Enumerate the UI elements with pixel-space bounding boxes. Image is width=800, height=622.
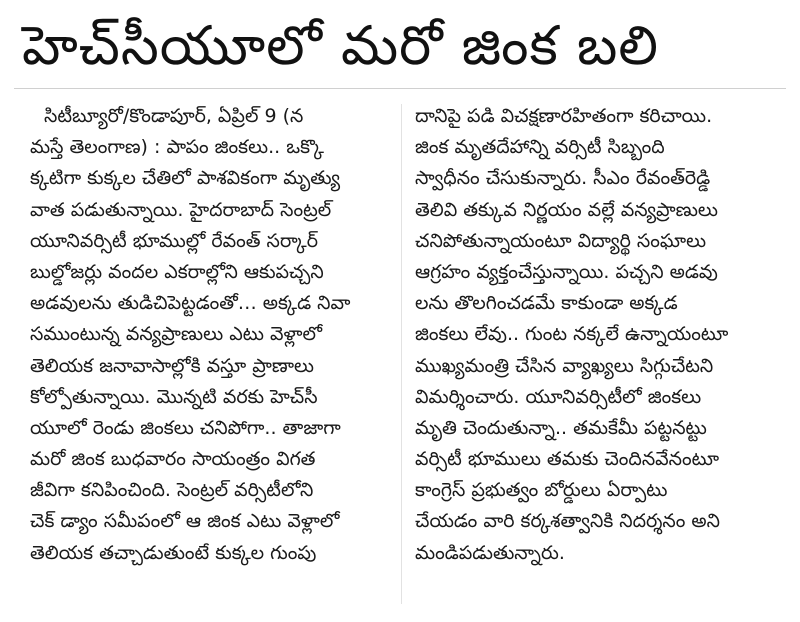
right-column-line: దానిపై పడి విచక్షణారహితంగా కరిచాయి.: [415, 105, 713, 127]
left-column-line: బుల్డోజర్లు వందల ఎకరాల్లోని ఆకుపచ్చని: [30, 260, 324, 283]
left-column-line: సముంటున్న వన్యప్రాణులు ఎటు వెళ్లాలో: [30, 323, 323, 346]
right-column-line: స్వాధీనం చేసుకున్నారు. సీఎం రేవంత్‌రెడ్డి: [415, 167, 711, 190]
left-column-line: మస్తే తెలంగాణ) : పాపం జింకలు.. ఒక్కొ: [30, 136, 324, 159]
right-column-line: మండిపడుతున్నారు.: [415, 541, 565, 564]
left-column-line: యూనివర్సిటీ భూముల్లో రేవంత్ సర్కార్: [30, 229, 318, 252]
right-column-line: చేయడం వారి కర్కశత్వానికి నిదర్శనం అని: [415, 510, 720, 533]
right-column-line: లను తొలగించడమే కాకుండా అక్కడ: [415, 292, 678, 315]
right-column-line: మృతి చెందుతున్నా.. తమకేమీ పట్టనట్టు: [415, 416, 707, 439]
left-column-line: క్కటిగా కుక్కల చేతిలో పాశవికంగా మృత్యు: [30, 167, 341, 190]
left-column-line: చెక్ డ్యాం సమీపంలో ఆ జింక ఎటు వెళ్లాలో: [30, 510, 340, 533]
left-column-line: జీవిగా కనిపించింది. సెంట్రల్ వర్సిటీలోని: [30, 479, 314, 502]
right-column-line: జింకలు లేవు.. గుంట నక్కలే ఉన్నాయంటూ: [415, 323, 729, 346]
right-column-line: చనిపోతున్నాయంటూ విద్యార్థి సంఘాలు: [415, 229, 707, 252]
left-column-line: కోల్పోతున్నాయి. మొన్నటి వరకు హెచ్‌సీ: [30, 385, 318, 408]
left-column-line: వాత పడుతున్నాయి. హైదరాబాద్ సెంట్రల్: [30, 198, 332, 221]
left-column-line: తెలియక జనావాసాల్లోకి వస్తూ ప్రాణాలు: [30, 354, 315, 377]
article-headline: హెచ్‌సీయూలో మరో జింక బలి: [22, 14, 659, 77]
right-column-line: ఆగ్రహం వ్యక్తంచేస్తున్నాయి. పచ్చని అడవు: [415, 260, 718, 283]
left-column-line: మరో జింక బుధవారం సాయంత్రం విగత: [30, 448, 316, 471]
column-divider: [401, 104, 402, 604]
left-column-line: తెలియక తచ్చాడుతుంటే కుక్కల గుంపు: [30, 541, 317, 564]
headline-rule: [14, 88, 786, 89]
right-column-line: విమర్శించారు. యూనివర్సిటీలో జింకలు: [415, 385, 702, 408]
right-column-line: జింక మృతదేహాన్ని వర్సిటీ సిబ్బంది: [415, 136, 665, 159]
left-column-line: సిటీబ్యూరో/కొండాపూర్, ఏప్రిల్ 9 (న: [44, 105, 304, 127]
article-column-right: [415, 101, 783, 569]
article-column-left: [30, 101, 390, 569]
right-column-line: వర్సిటీ భూములు తమకు చెందినవేనంటూ: [415, 448, 720, 471]
left-column-line: యూలో రెండు జింకలు చనిపోగా.. తాజాగా: [30, 416, 341, 439]
right-column-line: కాంగ్రెస్ ప్రభుత్వం బోర్డులు ఏర్పాటు: [415, 479, 668, 502]
right-column-line: ముఖ్యమంత్రి చేసిన వ్యాఖ్యలు సిగ్గుచేటని: [415, 354, 714, 377]
left-column-line: అడవులను తుడిచిపెట్టడంతో… అక్కడ నివా: [30, 292, 351, 315]
right-column-line: తెలివి తక్కువ నిర్ణయం వల్లే వన్యప్రాణులు: [415, 198, 718, 221]
